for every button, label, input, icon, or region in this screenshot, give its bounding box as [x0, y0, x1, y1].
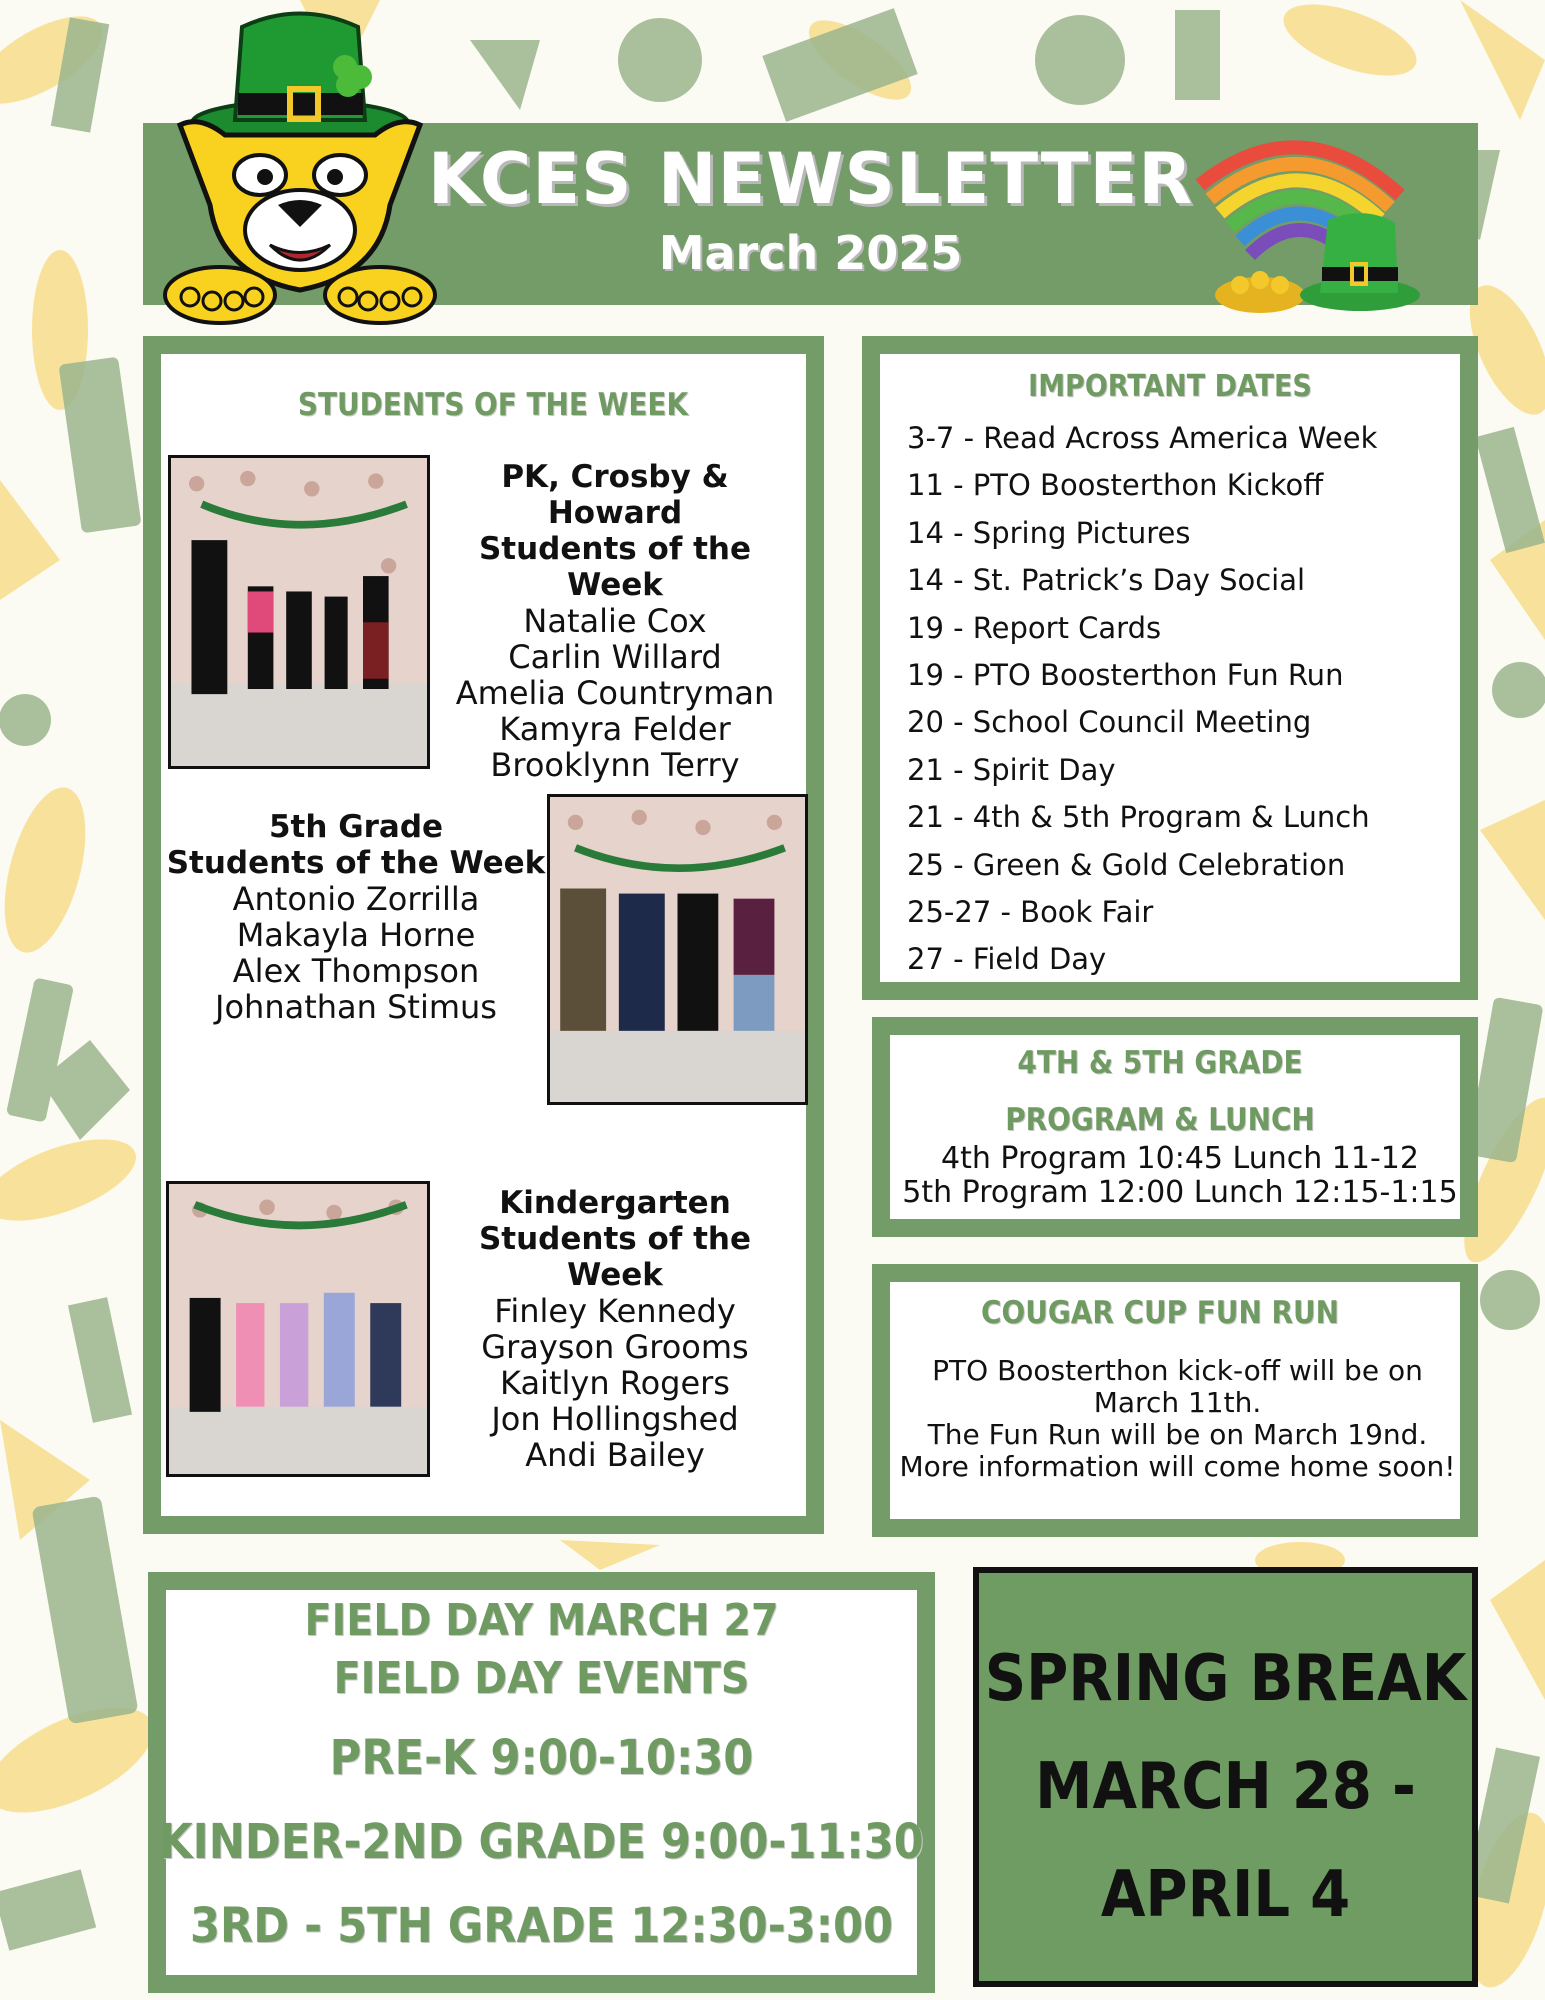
cougar-cup-line: The Fun Run will be on March 19nd. — [927, 1418, 1428, 1451]
students-of-week-heading: STUDENTS OF THE WEEK — [297, 387, 689, 423]
program-heading-line2: PROGRAM & LUNCH — [1005, 1102, 1315, 1138]
student-name: Grayson Grooms — [481, 1328, 749, 1366]
cougar-cup-line: More information will come home soon! — [899, 1450, 1456, 1483]
group-title-line1: PK, Crosby & Howard — [501, 459, 729, 531]
student-name: Amelia Countryman — [455, 674, 775, 712]
group-title-line1: 5th Grade — [268, 809, 444, 845]
cougar-cup-line: PTO Boosterthon kick-off will be on — [932, 1354, 1423, 1387]
field-day-event: PRE-K 9:00-10:30 — [329, 1730, 754, 1786]
date-item: 27 - Field Day — [907, 942, 1107, 977]
group-title-line2: Students of the Week — [478, 531, 752, 603]
date-item: 20 - School Council Meeting — [907, 705, 1312, 740]
date-item: 14 - Spring Pictures — [907, 515, 1191, 550]
student-name: Johnathan Stimus — [215, 988, 497, 1026]
date-item: 11 - PTO Boosterthon Kickoff — [907, 468, 1324, 503]
student-name: Brooklynn Terry — [490, 746, 740, 784]
student-name: Jon Hollingshed — [491, 1400, 739, 1438]
cougar-cup-text — [890, 1355, 1465, 1483]
important-dates-list — [907, 415, 1467, 984]
program-line: 4th Program 10:45 Lunch 11-12 — [941, 1141, 1419, 1176]
program-line: 5th Program 12:00 Lunch 12:15-1:15 — [902, 1175, 1458, 1210]
field-day-heading-line1: FIELD DAY MARCH 27 — [304, 1595, 779, 1646]
program-schedule — [880, 1142, 1480, 1210]
pk-students-group — [430, 459, 800, 783]
student-name: Kaitlyn Rogers — [500, 1364, 730, 1402]
field-day-heading-line2: FIELD DAY EVENTS — [333, 1653, 750, 1704]
spring-break-line: SPRING BREAK — [984, 1642, 1467, 1716]
fifth-grade-students-group — [165, 809, 547, 1025]
cougar-cup-heading: COUGAR CUP FUN RUN — [981, 1295, 1339, 1331]
spring-break-text — [973, 1625, 1478, 1949]
cougar-mascot-icon — [150, 5, 450, 335]
date-item: 21 - 4th & 5th Program & Lunch — [907, 800, 1370, 835]
date-item: 19 - Report Cards — [907, 610, 1162, 645]
group-title-line1: Kindergarten — [499, 1185, 731, 1221]
program-heading-line1: 4TH & 5TH GRADE — [1017, 1045, 1303, 1081]
student-name: Antonio Zorrilla — [232, 880, 480, 918]
student-name: Kamyra Felder — [499, 710, 731, 748]
program-lunch-heading — [880, 1035, 1440, 1149]
important-dates-heading: IMPORTANT DATES — [1028, 369, 1312, 404]
rainbow-leprechaun-hat-icon — [1190, 125, 1435, 320]
student-name: Finley Kennedy — [494, 1292, 736, 1330]
fifth-grade-students-photo — [547, 794, 808, 1105]
student-name: Carlin Willard — [508, 638, 722, 676]
student-name: Natalie Cox — [523, 602, 707, 640]
field-day-event: KINDER-2ND GRADE 9:00-11:30 — [159, 1814, 924, 1870]
group-title-line2: Students of the Week — [478, 1221, 752, 1293]
kindergarten-students-group — [430, 1185, 800, 1473]
date-item: 25-27 - Book Fair — [907, 895, 1154, 930]
date-item: 21 - Spirit Day — [907, 752, 1116, 787]
field-day-event: 3RD - 5TH GRADE 12:30-3:00 — [189, 1898, 894, 1954]
student-name: Alex Thompson — [232, 952, 480, 990]
student-name: Makayla Horne — [236, 916, 476, 954]
pk-students-photo — [168, 455, 430, 769]
date-item: 19 - PTO Boosterthon Fun Run — [907, 658, 1344, 693]
spring-break-line: MARCH 28 - — [1035, 1750, 1416, 1824]
student-name: Andi Bailey — [525, 1436, 705, 1474]
spring-break-line: APRIL 4 — [1100, 1858, 1351, 1932]
date-item: 3-7 - Read Across America Week — [907, 421, 1378, 455]
date-item: 14 - St. Patrick’s Day Social — [907, 563, 1306, 598]
cougar-cup-line: March 11th. — [1093, 1386, 1262, 1419]
newsletter-title: KCES NEWSLETTER — [427, 138, 1194, 220]
group-title-line2: Students of the Week — [166, 845, 546, 881]
field-day-content — [148, 1592, 935, 1968]
newsletter-date: March 2025 — [658, 226, 963, 280]
kindergarten-students-photo — [166, 1181, 430, 1477]
date-item: 25 - Green & Gold Celebration — [907, 847, 1346, 882]
